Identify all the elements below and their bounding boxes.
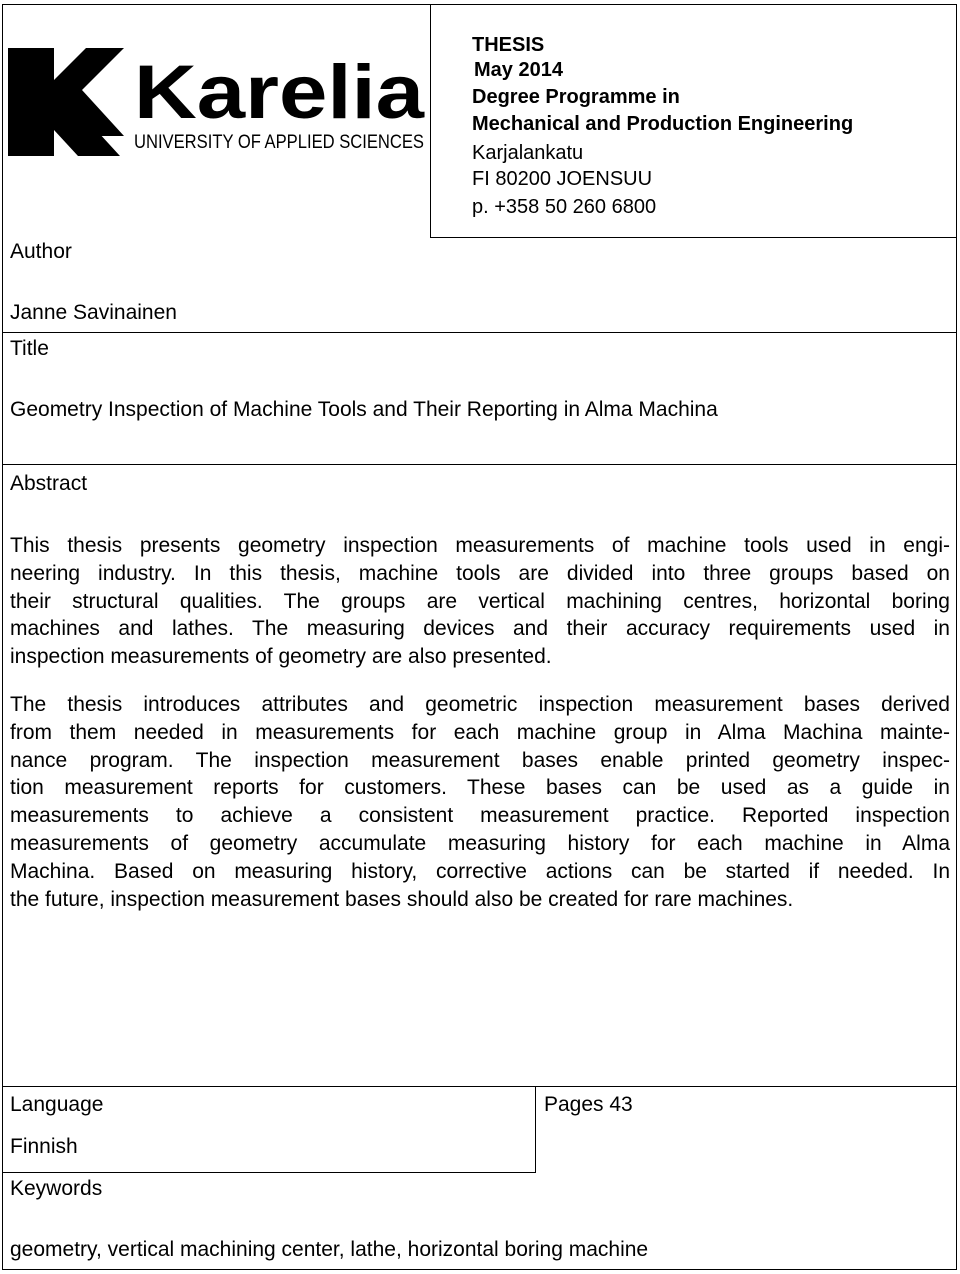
phone-number: p. +358 50 260 6800 xyxy=(472,196,657,218)
author-value: Janne Savinainen xyxy=(10,301,177,324)
language-pages-divider xyxy=(535,1086,536,1172)
abstract-line: the future, inspection measurement bases should also be created for rare machines. xyxy=(10,887,794,911)
abstract-line: machines and lathes. The measuring devices and their accuracy requirements used in xyxy=(10,617,950,641)
abstract-line: neering industry. In this thesis, machine tools are divided into three groups based on xyxy=(10,561,950,585)
abstract-label: Abstract xyxy=(10,472,88,495)
title-rule xyxy=(2,464,957,465)
author-label: Author xyxy=(10,240,72,263)
karelia-logo xyxy=(8,44,428,164)
doc-date: May 2014 xyxy=(474,59,563,81)
title-label: Title xyxy=(10,337,49,360)
logo-subtitle: UNIVERSITY OF APPLIED SCIENCES xyxy=(134,132,424,153)
keywords-label: Keywords xyxy=(10,1177,103,1200)
header-bottom-rule xyxy=(430,237,957,238)
abstract-paragraph-1 xyxy=(10,532,950,671)
author-rule xyxy=(2,332,957,333)
abstract-line: Machina. Based on measuring history, corrective actions can be started if needed. In xyxy=(10,859,950,883)
logo-wordmark: Karelia xyxy=(134,50,425,135)
doc-type: THESIS xyxy=(472,34,545,56)
keywords-value: geometry, vertical machining center, lathe, horizontal boring machine xyxy=(10,1238,649,1261)
abstract-line: The thesis introduces attributes and geometric inspection measurement bases derived xyxy=(10,693,950,716)
title-value: Geometry Inspection of Machine Tools and Their Reporting in Alma Machina xyxy=(10,398,718,421)
abstract-paragraph-2 xyxy=(10,691,950,913)
abstract-line: measurements to achieve a consistent measurement practice. Reported inspection xyxy=(10,804,950,828)
abstract-line: This thesis presents geometry inspection measurements of machine tools used in engi- xyxy=(10,534,950,557)
abstract-line: from them needed in measurements for each machine group in Alma Machina mainte- xyxy=(10,720,950,744)
programme-line2: Mechanical and Production Engineering xyxy=(472,113,854,135)
abstract-line: inspection measurements of geometry are also presented. xyxy=(10,645,552,669)
page-count: Pages 43 xyxy=(544,1093,633,1116)
language-value: Finnish xyxy=(10,1135,78,1158)
address-city: FI 80200 JOENSUU xyxy=(472,168,653,190)
language-label: Language xyxy=(10,1093,104,1116)
abstract-line: measurements of geometry accumulate measuring history for each machine in Alma xyxy=(10,831,950,855)
address-street: Karjalankatu xyxy=(472,142,584,164)
abstract-line: nance program. The inspection measurement bases enable printed geometry inspec- xyxy=(10,748,950,772)
language-top-rule xyxy=(2,1086,957,1087)
language-bottom-rule xyxy=(2,1172,536,1173)
karelia-logo-icon xyxy=(8,44,428,164)
abstract-line: their structural qualities. The groups are vertical machining centres, horizontal boring xyxy=(10,589,950,613)
header-divider xyxy=(430,4,431,238)
abstract-line: tion measurement reports for customers. These bases can be used as a guide in xyxy=(10,776,950,800)
programme-line1: Degree Programme in xyxy=(472,86,680,108)
